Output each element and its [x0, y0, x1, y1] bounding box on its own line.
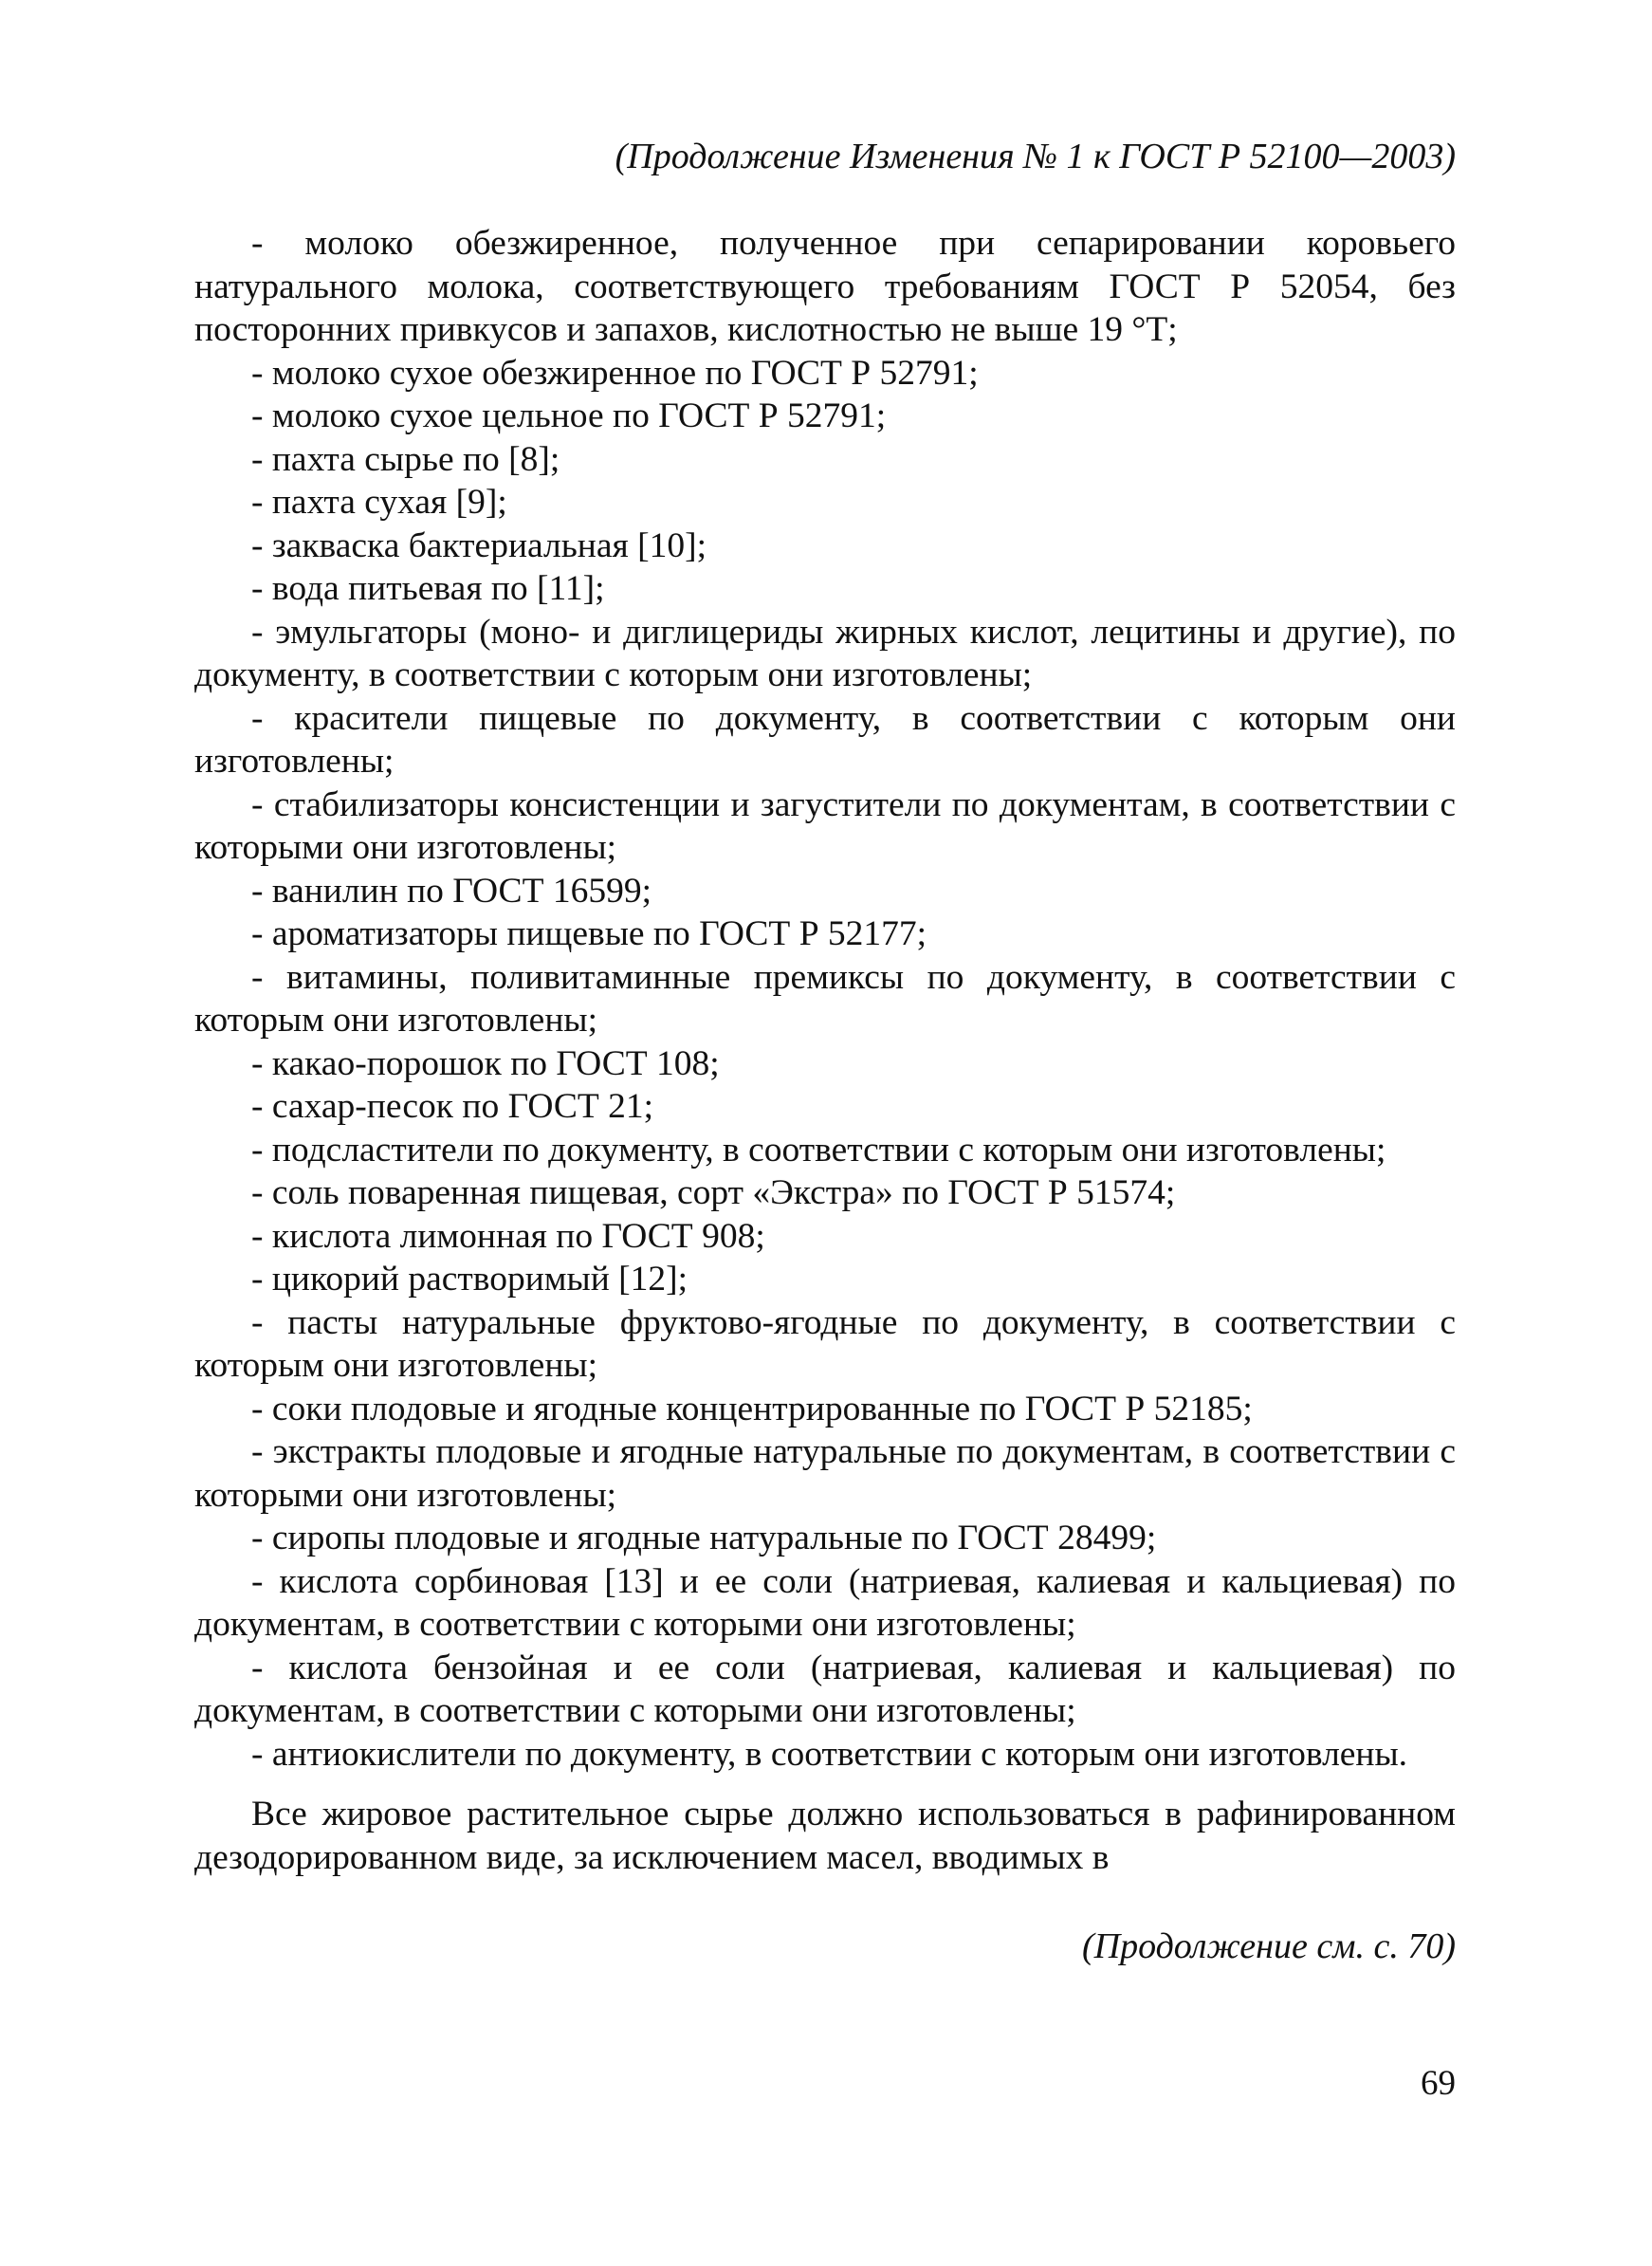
- list-item: - антиокислители по документу, в соответствии с которым они изготовлены.: [251, 1734, 1408, 1774]
- list-item: - витамины, поливитаминные премиксы по документу, в соответствии с которым они изготовлены;: [194, 957, 1456, 1040]
- list-item: - соки плодовые и ягодные концентрированные по ГОСТ Р 52185;: [251, 1389, 1253, 1428]
- page-number: 69: [1421, 2064, 1456, 2103]
- list-item: - кислота бензойная и ее соли (натриевая, калиевая и кальциевая) по документам, в соответствии с которыми они изготовлены;: [194, 1648, 1456, 1730]
- list-item: - вода питьевая по [11];: [251, 569, 605, 608]
- list-item: - закваска бактериальная [10];: [251, 525, 707, 565]
- list-item: - красители пищевые по документу, в соответствии с которым они изготовлены;: [194, 698, 1456, 781]
- document-page: [194, 133, 1456, 1970]
- list-item: - сахар-песок по ГОСТ 21;: [251, 1087, 654, 1126]
- list-item: - экстракты плодовые и ягодные натуральные по документам, в соответствии с которыми они изготовлены;: [194, 1432, 1456, 1515]
- list-item: - сиропы плодовые и ягодные натуральные по ГОСТ 28499;: [251, 1519, 1157, 1557]
- list-item: - какао-порошок по ГОСТ 108;: [251, 1043, 720, 1083]
- ingredient-list: [194, 222, 1456, 1776]
- list-item: - молоко обезжиренное, полученное при сепарировании коровьего натурального молока, соответствующего требованиям ГОСТ Р 52054, без посторонних привкусов и запахов, кислотностью не выше 19 °Т;: [194, 224, 1456, 349]
- list-item: - кислота сорбиновая [13] и ее соли (натриевая, калиевая и кальциевая) по документам, в соответствии с которыми они изготовлены;: [194, 1561, 1456, 1644]
- list-item: - цикорий растворимый [12];: [251, 1260, 688, 1299]
- list-item: - молоко сухое цельное по ГОСТ Р 52791;: [251, 396, 887, 435]
- list-item: - эмульгаторы (моно- и диглицериды жирных кислот, лецитины и другие), по документу, в соответствии с которым они изготовлены;: [194, 612, 1456, 694]
- list-item: - соль поваренная пищевая, сорт «Экстра» по ГОСТ Р 51574;: [251, 1173, 1176, 1212]
- list-item: - стабилизаторы консистенции и загустители по документам, в соответствии с которыми они изготовлены;: [194, 784, 1456, 867]
- list-item: - молоко сухое обезжиренное по ГОСТ Р 52791;: [251, 353, 979, 393]
- list-item: - пасты натуральные фруктово-ягодные по документу, в соответствии с которым они изготовлены;: [194, 1302, 1456, 1385]
- page-header: (Продолжение Изменения № 1 к ГОСТ Р 52100—2003): [615, 137, 1456, 176]
- list-item: - пахта сухая [9];: [251, 483, 507, 522]
- list-item: - кислота лимонная по ГОСТ 908;: [251, 1216, 765, 1256]
- continuation-note: (Продолжение см. с. 70): [1081, 1926, 1456, 1966]
- closing-paragraph: Все жировое растительное сырье должно использоваться в рафинированном дезодорированном виде, за исключением масел, вводимых в: [194, 1795, 1456, 1877]
- list-item: - пахта сырье по [8];: [251, 439, 560, 479]
- list-item: - ароматизаторы пищевые по ГОСТ Р 52177;: [251, 914, 927, 953]
- list-item: - ванилин по ГОСТ 16599;: [251, 871, 652, 911]
- list-item: - подсластители по документу, в соответствии с которым они изготовлены;: [251, 1130, 1386, 1170]
